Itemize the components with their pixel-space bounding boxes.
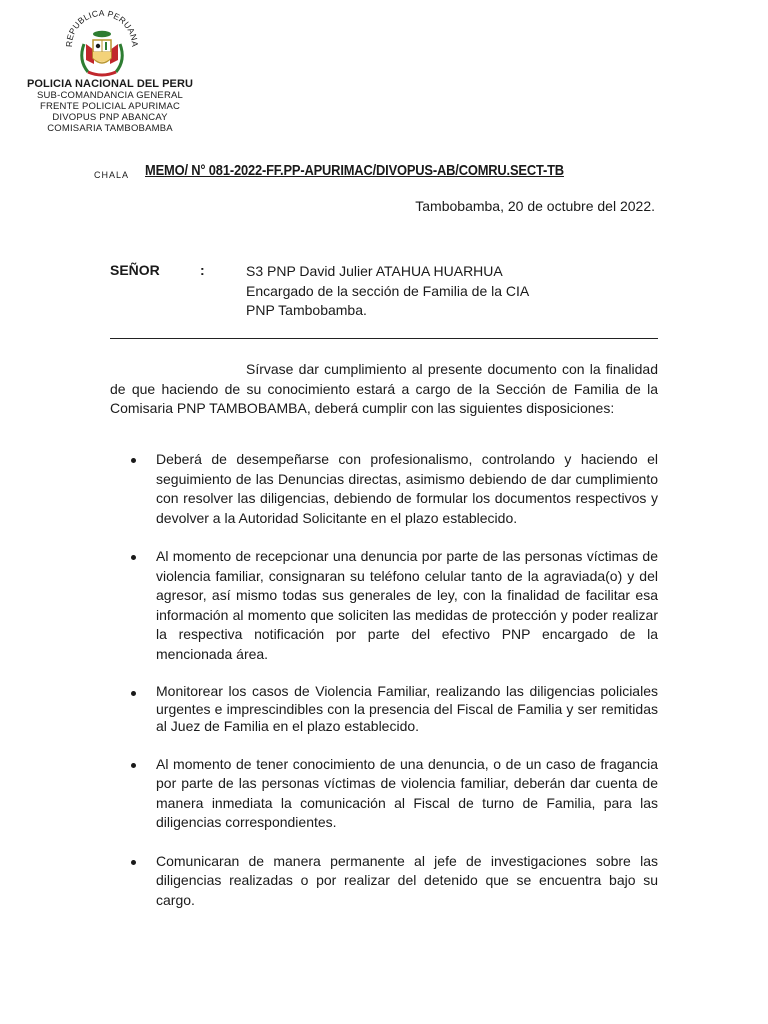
seal-motto: REPUBLICA PERUANA xyxy=(64,7,140,48)
institution-line-2: FRENTE POLICIAL APURIMAC xyxy=(39,101,181,112)
horizontal-divider xyxy=(110,338,658,339)
list-item xyxy=(110,547,658,664)
list-item-text: Al momento de tener conocimiento de una denuncia, o de un caso de fragancia por parte de las personas víctimas de violencia familiar, deberán dar cuenta de manera inmediata la comunicación al Fiscal de turno de Familia, para las diligencias correspondientes. xyxy=(156,755,658,830)
addressee-label: SEÑOR xyxy=(110,262,160,278)
intro-paragraph: Sírvase dar cumplimiento al presente documento con la finalidad de que haciendo de su conocimiento estará a cargo de la Sección de Familia de la Comisaria PNP TAMBOBAMBA, deberá cumplir con las siguientes disposiciones: xyxy=(110,361,658,416)
memo-title: MEMO/ N° 081-2022-FF.PP-APURIMAC/DIVOPUS-AB/COMRU.SECT-TB xyxy=(145,162,564,179)
coat-of-arms-icon xyxy=(64,0,140,80)
memo-prefix: CHALA xyxy=(94,170,130,180)
institution-line-3: DIVOPUS PNP ABANCAY xyxy=(52,112,168,123)
addressee-position: Encargado de la sección de Familia de la CIA xyxy=(246,282,530,299)
memo-date: Tambobamba, 20 de octubre del 2022. xyxy=(415,198,655,214)
institution-header xyxy=(14,79,206,134)
dispositions-list xyxy=(110,450,658,929)
institution-name: POLICIA NACIONAL DEL PERU xyxy=(26,78,194,90)
bullet-icon xyxy=(131,763,136,768)
addressee-unit: PNP Tambobamba. xyxy=(246,302,367,318)
list-item-text: Comunicaran de manera permanente al jefe de investigaciones sobre las diligencias realizadas o por realizar del detenido que se encuentra bajo su cargo. xyxy=(156,852,658,908)
bullet-icon xyxy=(131,555,136,560)
peru-coat-of-arms-seal xyxy=(64,0,140,80)
list-item-text: Al momento de recepcionar una denuncia por parte de las personas víctimas de violencia familiar, consignaran su teléfono celular tanto de la agraviada(o) y del agresor, así mismo todas sus generales de ley, con la finalidad de facilitar esa información al momento que soliciten las medidas de protección y poder realizar la respectiva notificación por parte del efectivo PNP encargado de la mencionada área. xyxy=(156,548,658,662)
list-item-text: Deberá de desempeñarse con profesionalismo, controlando y haciendo el seguimiento de las Denuncias directas, asimismo debiendo de dar cumplimiento con resolver las diligencias, debiendo de formular los documentos respectivos y devolver a la Autoridad Solicitante en el plazo establecido. xyxy=(156,451,658,526)
addressee-colon: : xyxy=(200,262,205,278)
institution-line-1: SUB-COMANDANCIA GENERAL xyxy=(36,90,184,101)
list-item xyxy=(110,683,658,736)
list-item xyxy=(110,755,658,833)
institution-line-4: COMISARIA TAMBOBAMBA xyxy=(47,123,173,134)
list-item xyxy=(110,852,658,911)
bullet-icon xyxy=(131,691,136,696)
addressee-name: S3 PNP David Julier ATAHUA HUARHUA xyxy=(246,263,503,279)
bullet-icon xyxy=(131,860,136,865)
list-item-text: Monitorear los casos de Violencia Familiar, realizando las diligencias policiales urgentes e imprescindibles con la presencia del Fiscal de Familia y ser remitidas al Juez de Familia en el plazo establecido. xyxy=(156,683,658,734)
list-item xyxy=(110,450,658,528)
addressee-block xyxy=(246,262,529,321)
bullet-icon xyxy=(131,458,136,463)
